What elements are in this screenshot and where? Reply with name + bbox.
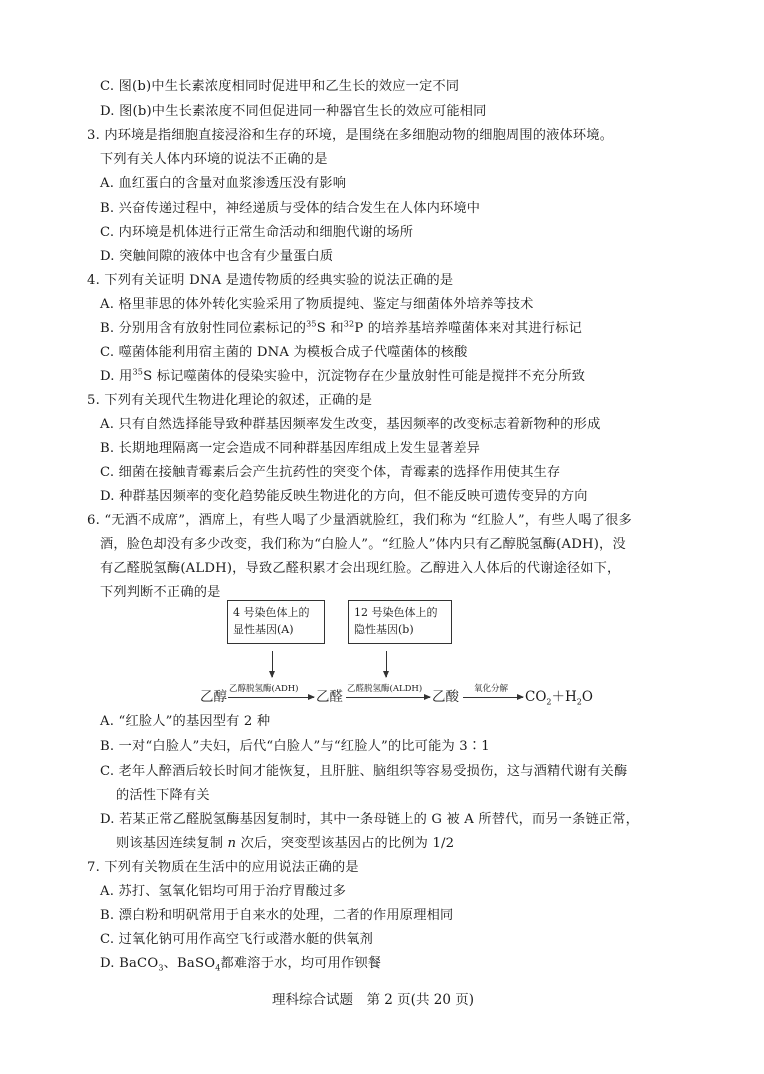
gene-box-b (348, 600, 452, 644)
gene-box-b-line2: 隐性基因(b) (354, 623, 414, 636)
q3-option-a: A. 血红蛋白的含量对血浆渗透压没有影响 (100, 176, 347, 191)
arrow-down-a (272, 651, 273, 677)
q4-stem: 4. 下列有关证明 DNA 是遗传物质的经典实验的说法正确的是 (87, 273, 454, 288)
q7-option-a: A. 苏打、氢氧化铝均可用于治疗胃酸过多 (100, 884, 347, 899)
q6-option-a: A. “红脸人”的基因型有 2 种 (100, 714, 271, 729)
q5-option-b: B. 长期地理隔离一定会造成不同种群基因库组成上发生显著差异 (100, 441, 481, 456)
enzyme-adh-label: 乙醇脱氢酶(ADH) (229, 684, 299, 694)
q3-option-c: C. 内环境是机体进行正常生命活动和细胞代谢的场所 (100, 225, 414, 240)
q7-option-c: C. 过氧化钠可用作高空飞行或潜水艇的供氧剂 (100, 932, 373, 947)
q2-option-d: D. 图(b)中生长素浓度不同但促进同一种器官生长的效应可能相同 (100, 104, 487, 119)
arrow-down-b (386, 651, 387, 677)
arrow-adh (228, 697, 314, 698)
page-footer: 理科综合试题 第 2 页(共 20 页) (272, 992, 474, 1008)
q7-option-b: B. 漂白粉和明矾常用于自来水的处理，二者的作用原理相同 (100, 908, 454, 923)
q4-option-c: C. 噬菌体能利用宿主菌的 DNA 为模板合成子代噬菌体的核酸 (100, 345, 468, 360)
q6-stem-cont2: 有乙醛脱氢酶(ALDH)，导致乙醛积累才会出现红脸。乙醇进入人体后的代谢途径如下， (100, 561, 621, 576)
acetaldehyde-label: 乙醛 (316, 689, 343, 705)
q6-option-b: B. 一对“白脸人”夫妇，后代“白脸人”与“红脸人”的比可能为 3∶1 (100, 739, 490, 754)
q5-option-c: C. 细菌在接触青霉素后会产生抗药性的突变个体，青霉素的选择作用使其生存 (100, 465, 561, 480)
q4-option-d: D. 用$^{35}$S 标记噬菌体的侵染实验中，沉淀物存在少量放射性可能是搅拌不充分所致 (100, 367, 586, 384)
q6-stem-cont1: 酒，脸色却没有多少改变，我们称为“白脸人”。“红脸人”体内只有乙醇脱氢酶(ADH)，没 (100, 537, 626, 552)
q5-option-a: A. 只有自然选择能导致种群基因频率发生改变，基因频率的改变标志着新物种的形成 (100, 417, 601, 432)
q6-option-d: D. 若某正常乙醛脱氢酶基因复制时，其中一条母链上的 G 被 A 所替代，而另一条链正常， (100, 812, 640, 827)
q3-option-d: D. 突触间隙的液体中也含有少量蛋白质 (100, 249, 334, 264)
q3-stem-cont: 下列有关人体内环境的说法不正确的是 (100, 152, 328, 167)
products-label: $CO_2+H_2O$ (525, 689, 593, 707)
q6-option-d-cont: 则该基因连续复制 n 次后，突变型该基因占的比例为 1/2 (116, 836, 455, 851)
q6-option-c: C. 老年人醉酒后较长时间才能恢复，且肝脏、脑组织等容易受损伤，这与酒精代谢有关酶 (100, 764, 628, 779)
q7-option-d: D. BaCO$_3$、BaSO$_4$都难溶于水，均可用作钡餐 (100, 956, 382, 973)
enzyme-aldh-label: 乙醛脱氢酶(ALDH) (347, 684, 423, 694)
q4-option-a: A. 格里菲思的体外转化实验采用了物质提纯、鉴定与细菌体外培养等技术 (100, 297, 534, 312)
arrow-aldh (346, 697, 430, 698)
acetic-acid-label: 乙酸 (432, 689, 459, 705)
arrow-oxidation (463, 697, 523, 698)
q2-option-c: C. 图(b)中生长素浓度相同时促进甲和乙生长的效应一定不同 (100, 79, 460, 94)
gene-box-a-line2: 显性基因(A) (233, 623, 294, 636)
q6-stem: 6. “无酒不成席”，酒席上，有些人喝了少量酒就脸红，我们称为 “红脸人”，有些人喝了很多 (87, 513, 632, 528)
q3-stem: 3. 内环境是指细胞直接浸浴和生存的环境，是围绕在多细胞动物的细胞周围的液体环境。 (87, 128, 614, 143)
oxidation-label: 氧化分解 (474, 684, 509, 694)
q6-stem-cont3: 下列判断不正确的是 (100, 585, 221, 600)
q5-stem: 5. 下列有关现代生物进化理论的叙述，正确的是 (87, 393, 373, 408)
gene-box-a (227, 600, 325, 644)
q6-option-c-cont: 的活性下降有关 (116, 788, 210, 803)
q7-stem: 7. 下列有关物质在生活中的应用说法正确的是 (87, 860, 359, 875)
q3-option-b: B. 兴奋传递过程中，神经递质与受体的结合发生在人体内环境中 (100, 201, 481, 216)
q5-option-d: D. 种群基因频率的变化趋势能反映生物进化的方向，但不能反映可遗传变异的方向 (100, 489, 588, 504)
ethanol-label: 乙醇 (200, 689, 227, 705)
gene-box-b-line1: 12 号染色体上的 (354, 606, 438, 619)
q4-option-b: B. 分别用含有放射性同位素标记的$^{35}$S 和$^{32}$P 的培养基培养噬菌体来对其进行标记 (100, 319, 582, 336)
gene-box-a-line1: 4 号染色体上的 (233, 606, 310, 619)
